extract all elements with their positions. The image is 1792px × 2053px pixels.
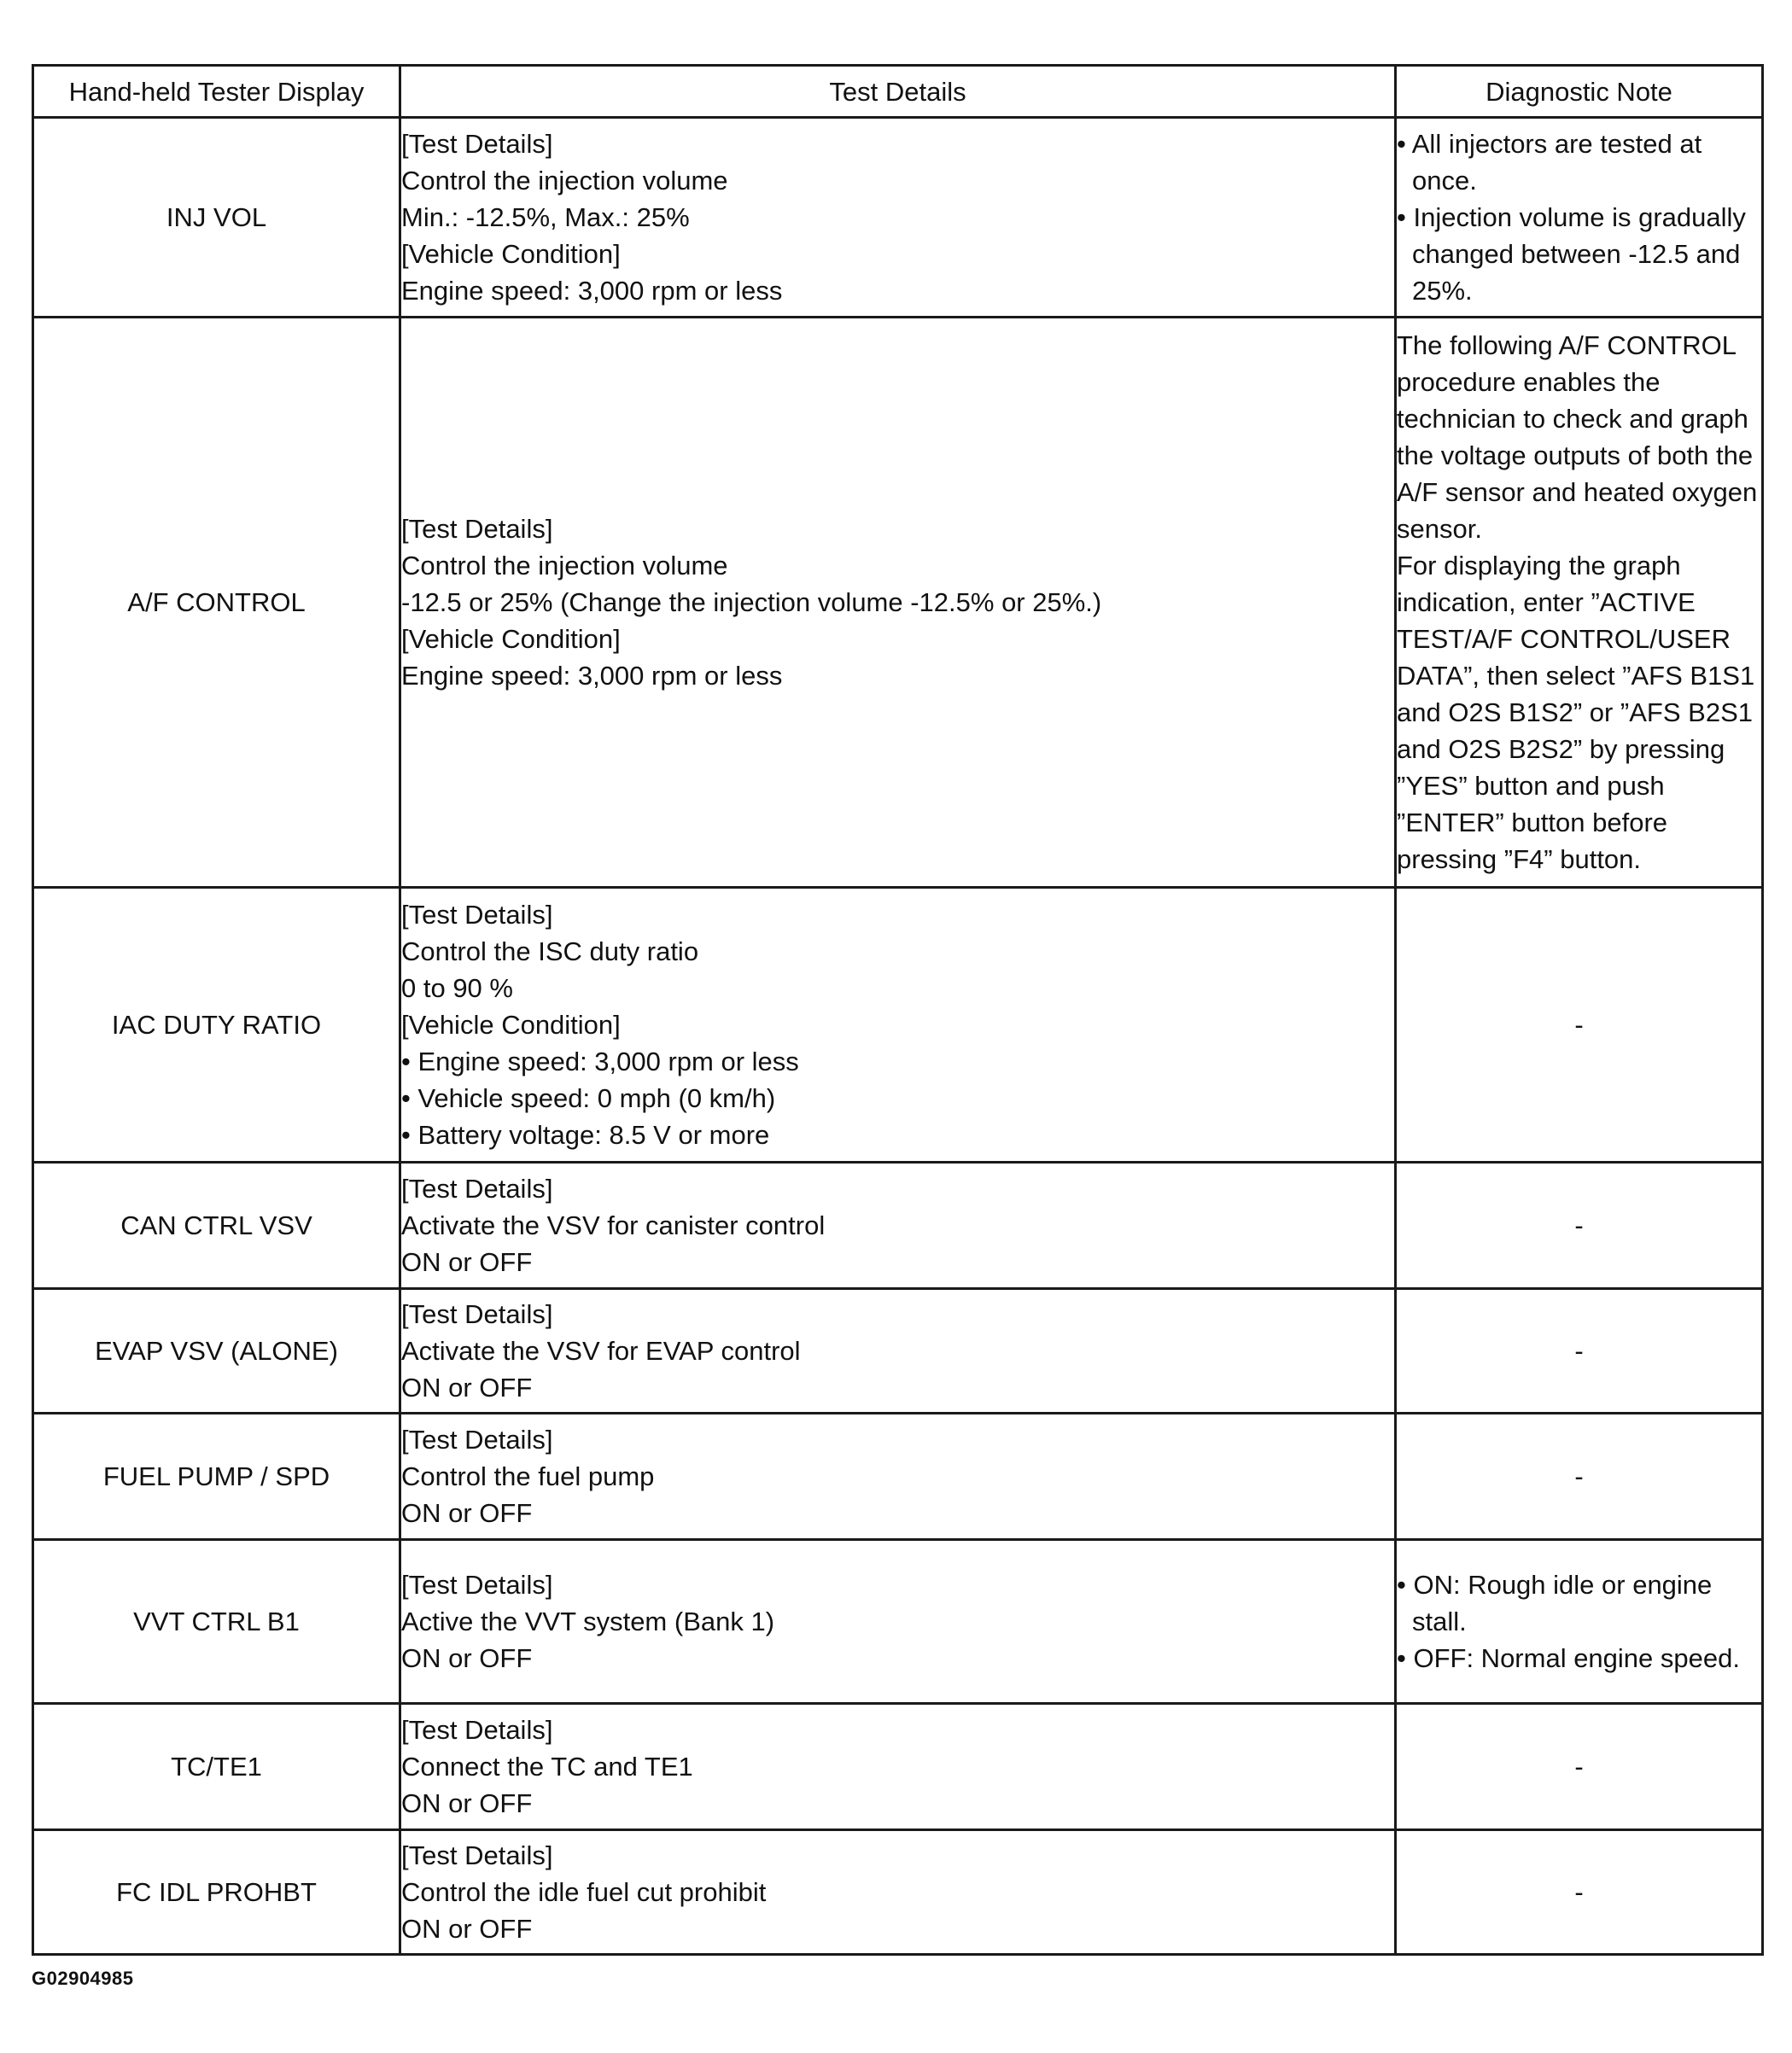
detail-line: [Test Details]	[401, 1570, 553, 1600]
note-text: • OFF: Normal engine speed.	[1397, 1643, 1740, 1673]
detail-line: Control the ISC duty ratio	[401, 936, 699, 966]
detail-line: Control the fuel pump	[401, 1461, 655, 1491]
detail-line: [Test Details]	[401, 900, 553, 930]
test-details-cell	[400, 888, 1396, 1163]
detail-line: ON or OFF	[401, 1788, 533, 1818]
active-test-table	[32, 64, 1764, 1956]
tester-display-cell: FUEL PUMP / SPD	[33, 1414, 400, 1540]
test-details-cell	[400, 1163, 1396, 1289]
diagnostic-note-cell	[1396, 1830, 1763, 1955]
detail-line: Control the idle fuel cut prohibit	[401, 1877, 767, 1907]
detail-line: [Vehicle Condition]	[401, 624, 621, 654]
tester-display-cell: INJ VOL	[33, 118, 400, 318]
figure-code: G02904985	[32, 1968, 134, 1989]
header-note: Diagnostic Note	[1396, 66, 1763, 118]
header-details: Test Details	[400, 66, 1396, 118]
table-row	[33, 118, 1763, 318]
detail-line: -12.5 or 25% (Change the injection volume -12.5% or 25%.)	[401, 587, 1102, 617]
diagnostic-note-cell	[1396, 1414, 1763, 1540]
test-details-cell	[400, 1540, 1396, 1704]
detail-line: Active the VVT system (Bank 1)	[401, 1607, 775, 1636]
diagnostic-note-cell	[1396, 1704, 1763, 1830]
note-text: • Injection volume is gradually changed between -12.5 and 25%.	[1397, 202, 1746, 306]
test-details-cell	[400, 1704, 1396, 1830]
detail-line: [Vehicle Condition]	[401, 1010, 621, 1040]
header-display: Hand-held Tester Display	[33, 66, 400, 118]
table-row	[33, 1704, 1763, 1830]
note-text: For displaying the graph indication, enter ”ACTIVE TEST/A/F CONTROL/USER DATA”, then select ”AFS B1S1 and O2S B1S2” or ”AFS B2S1 and O2S B2S2” by pressing ”YES” button and push ”ENTER” button before pressing ”F4” button.	[1397, 551, 1755, 874]
detail-line: ON or OFF	[401, 1498, 533, 1528]
detail-line: • Vehicle speed: 0 mph (0 km/h)	[401, 1083, 776, 1113]
detail-line: Connect the TC and TE1	[401, 1752, 693, 1782]
detail-line: [Test Details]	[401, 1840, 553, 1870]
tester-display-cell: TC/TE1	[33, 1704, 400, 1830]
detail-line: [Test Details]	[401, 1174, 553, 1204]
table-row	[33, 1414, 1763, 1540]
tester-display-cell: A/F CONTROL	[33, 318, 400, 888]
detail-line: ON or OFF	[401, 1247, 533, 1277]
detail-line: Engine speed: 3,000 rpm or less	[401, 661, 783, 691]
table-row	[33, 1830, 1763, 1955]
detail-line: ON or OFF	[401, 1643, 533, 1673]
detail-line: ON or OFF	[401, 1373, 533, 1403]
test-details-cell	[400, 1414, 1396, 1540]
diagnostic-note-cell	[1396, 1163, 1763, 1289]
note-text: -	[1574, 1210, 1584, 1240]
tester-display-cell: EVAP VSV (ALONE)	[33, 1289, 400, 1414]
diagnostic-note-cell	[1396, 1289, 1763, 1414]
note-text: • All injectors are tested at once.	[1397, 129, 1702, 195]
test-details-cell	[400, 318, 1396, 888]
detail-line: [Test Details]	[401, 514, 553, 544]
detail-line: [Test Details]	[401, 1425, 553, 1455]
tester-display-cell: IAC DUTY RATIO	[33, 888, 400, 1163]
detail-line: Control the injection volume	[401, 551, 728, 580]
detail-line: • Battery voltage: 8.5 V or more	[401, 1120, 770, 1150]
note-text: The following A/F CONTROL procedure enables the technician to check and graph the voltage outputs of both the A/F sensor and heated oxygen sensor.	[1397, 330, 1758, 544]
detail-line: Activate the VSV for EVAP control	[401, 1336, 801, 1366]
header-row	[33, 66, 1763, 118]
tester-display-cell: VVT CTRL B1	[33, 1540, 400, 1704]
detail-line: Control the injection volume	[401, 166, 728, 195]
diagnostic-note-cell	[1396, 1540, 1763, 1704]
note-text: -	[1574, 1336, 1584, 1366]
table-row	[33, 1163, 1763, 1289]
note-text: -	[1574, 1010, 1584, 1040]
tester-display-cell: FC IDL PROHBT	[33, 1830, 400, 1955]
table-row	[33, 1289, 1763, 1414]
detail-line: ON or OFF	[401, 1914, 533, 1944]
test-details-cell	[400, 1289, 1396, 1414]
diagnostic-note-cell	[1396, 888, 1763, 1163]
note-text: • ON: Rough idle or engine stall.	[1397, 1570, 1713, 1636]
detail-line: [Test Details]	[401, 1715, 553, 1745]
detail-line: Engine speed: 3,000 rpm or less	[401, 276, 783, 306]
table-row	[33, 888, 1763, 1163]
detail-line: [Test Details]	[401, 129, 553, 159]
table-row	[33, 1540, 1763, 1704]
tester-display-cell: CAN CTRL VSV	[33, 1163, 400, 1289]
test-details-cell	[400, 118, 1396, 318]
test-details-cell	[400, 1830, 1396, 1955]
note-text: -	[1574, 1752, 1584, 1782]
detail-line: [Test Details]	[401, 1299, 553, 1329]
detail-line: Activate the VSV for canister control	[401, 1210, 826, 1240]
note-text: -	[1574, 1461, 1584, 1491]
detail-line: [Vehicle Condition]	[401, 239, 621, 269]
diagnostic-note-cell	[1396, 118, 1763, 318]
detail-line: • Engine speed: 3,000 rpm or less	[401, 1047, 799, 1076]
table-row	[33, 318, 1763, 888]
detail-line: Min.: -12.5%, Max.: 25%	[401, 202, 690, 232]
diagnostic-note-cell	[1396, 318, 1763, 888]
detail-line: 0 to 90 %	[401, 973, 513, 1003]
note-text: -	[1574, 1877, 1584, 1907]
